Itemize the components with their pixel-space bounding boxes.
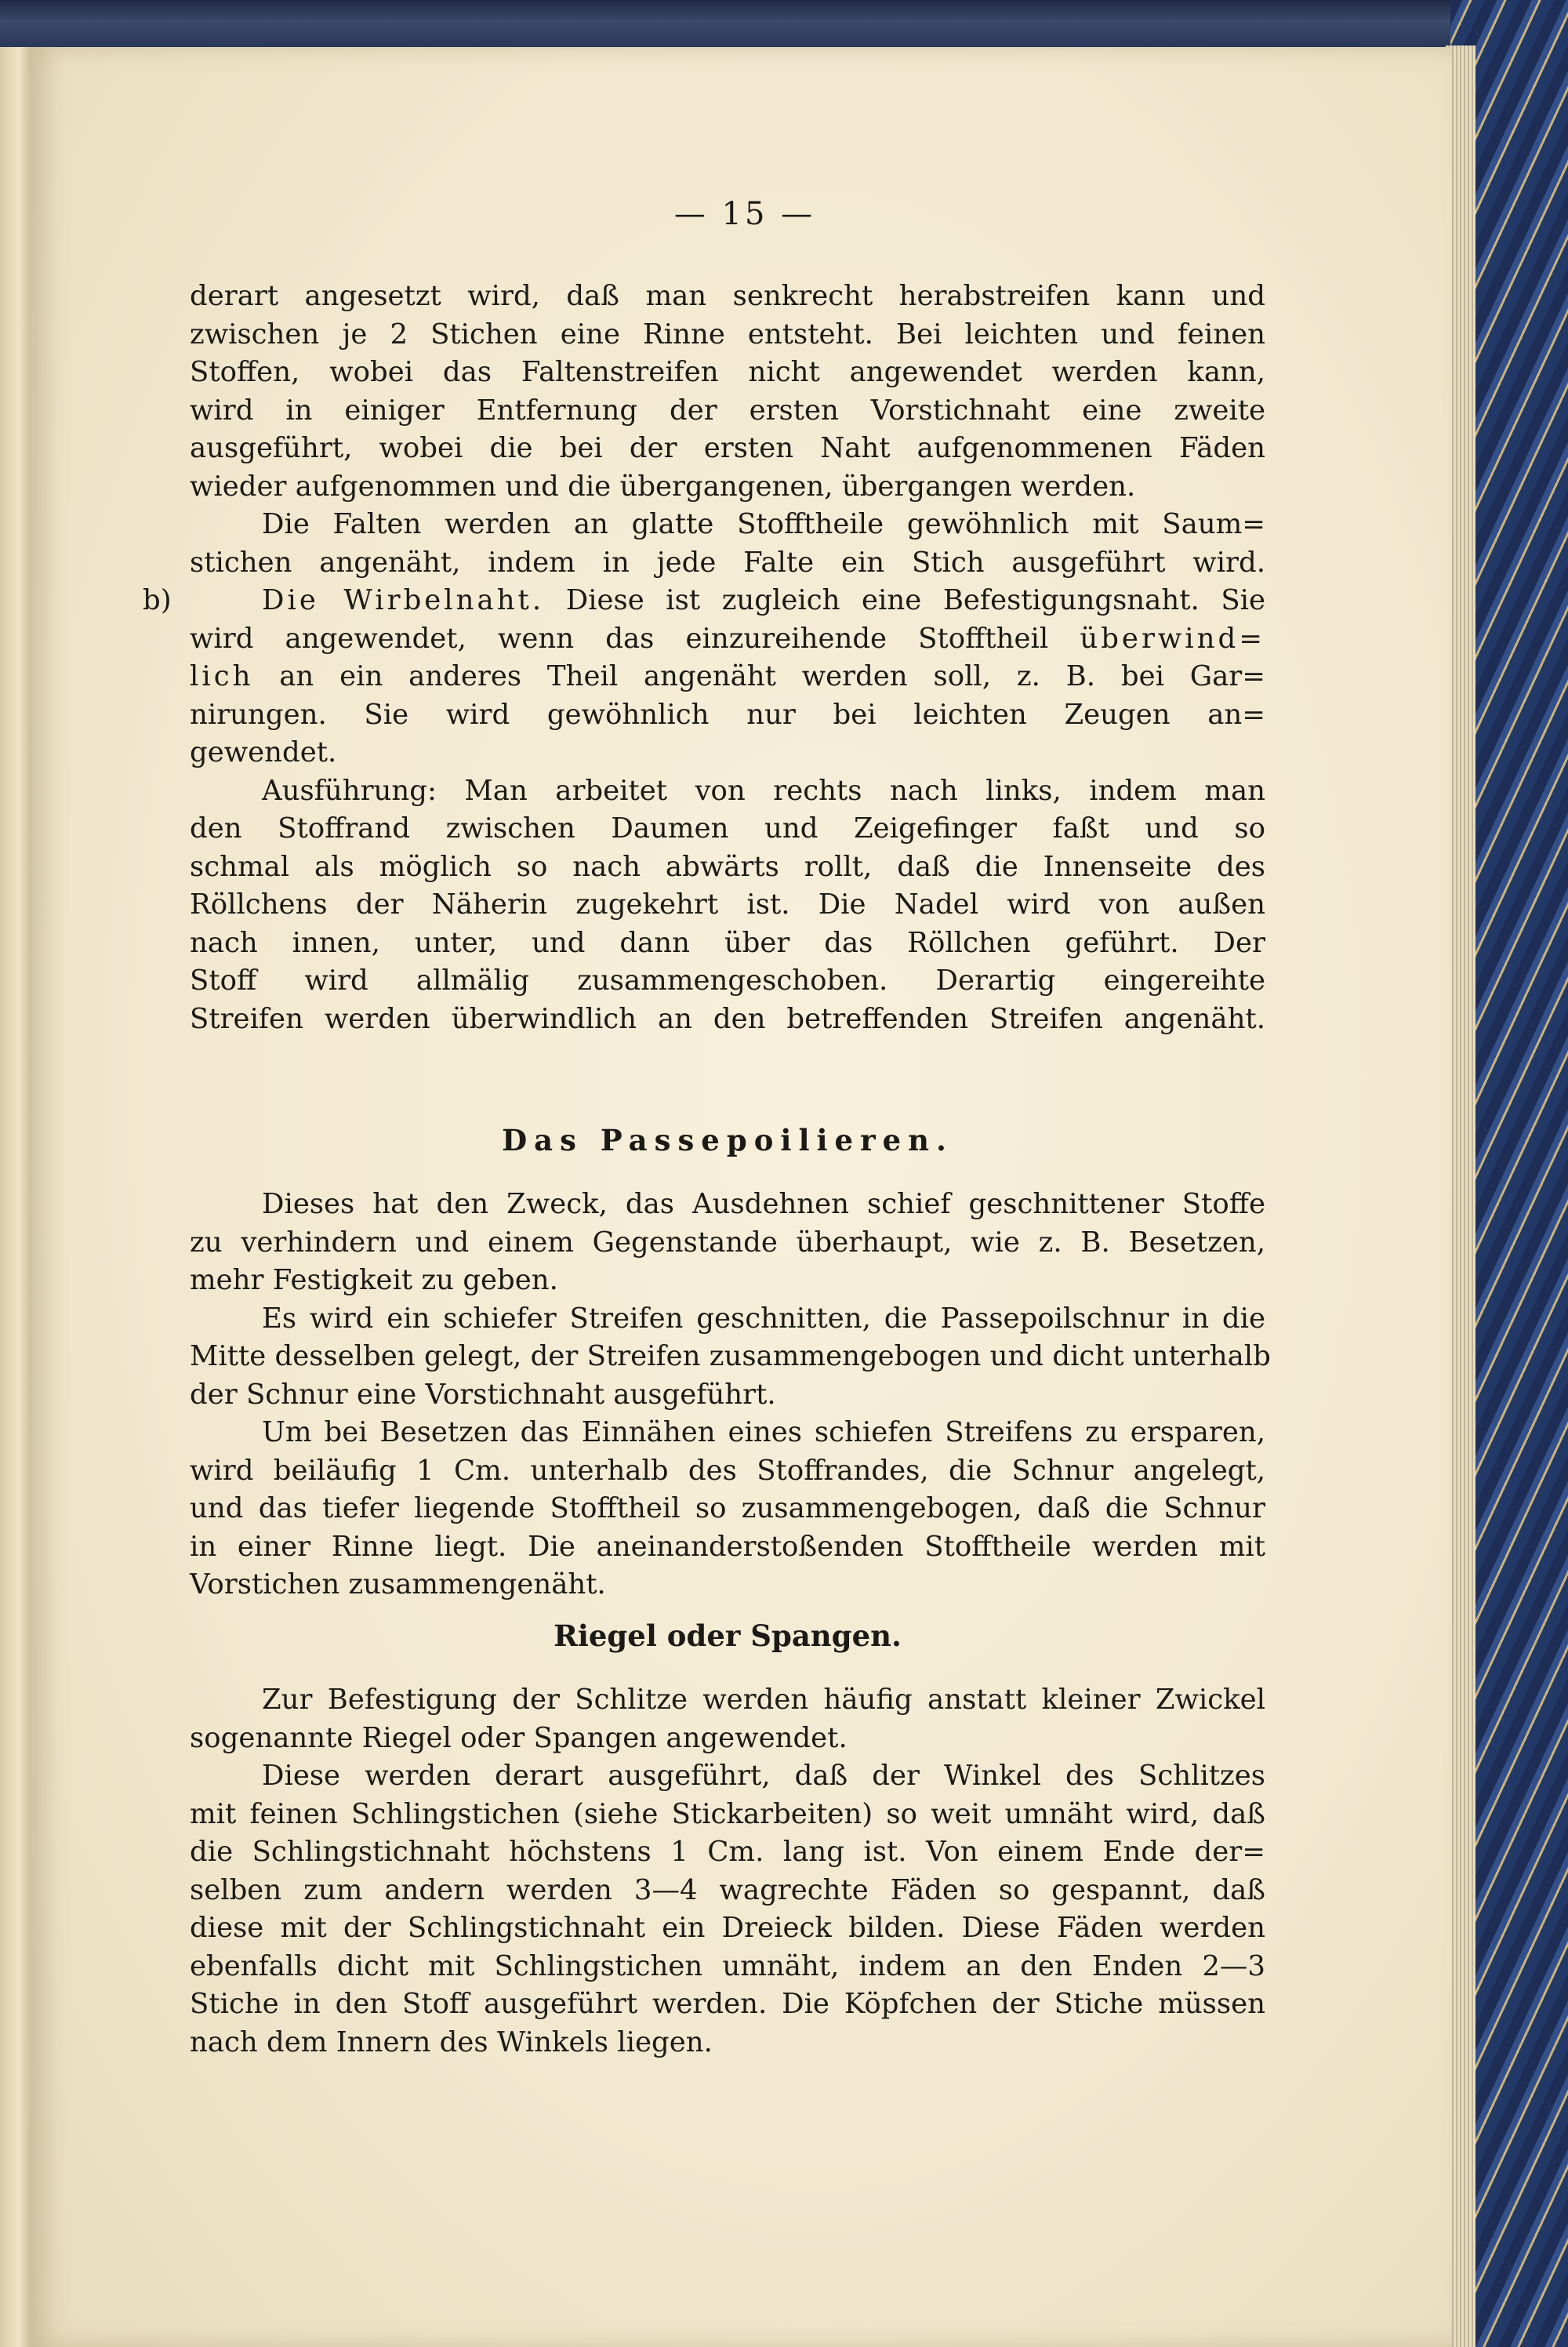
book-page [31,47,1452,2347]
text-line: gewendet. [190,736,337,768]
text-line: selben zum andern werden 3—4 wagrechte Fäden so gespannt, daß [190,1873,1265,1906]
text-line: nach dem Innern des Winkels liegen. [190,2025,713,2058]
text-line: zwischen je 2 Stichen eine Rinne entsteht. Bei leichten und feinen [190,318,1265,351]
section-heading-riegel: Riegel oder Spangen. [554,1619,902,1653]
item-term: Die Wirbelnaht. [262,584,545,616]
text-line: wieder aufgenommen und die übergangenen, übergangen werden. [190,470,1136,503]
text-line: Diese werden derart ausgeführt, daß der Winkel des Schlitzes [262,1760,1265,1792]
text-line: wird in einiger Entfernung der ersten Vorstichnaht eine zweite [190,394,1265,427]
text-line: zu verhindern und einem Gegenstande überhaupt, wie z. B. Besetzen, [190,1226,1265,1259]
text-line [190,620,1265,659]
spaced-term: überwind= [1080,622,1265,655]
text-line: Stoff wird allmälig zusammengeschoben. Derartig eingereihte [190,965,1265,997]
text-line: der Schnur eine Vorstichnaht ausgeführt. [190,1378,776,1411]
text-line: sogenannte Riegel oder Spangen angewendet. [190,1721,848,1754]
text-line: den Stoffrand zwischen Daumen und Zeigefinger faßt und so [190,812,1265,845]
text-line: wird beiläufig 1 Cm. unterhalb des Stoffrandes, die Schnur angelegt, [190,1454,1265,1487]
text-line: Stiche in den Stoff ausgeführt werden. Die Köpfchen der Stiche müssen [190,1988,1265,2020]
text-line: Um bei Besetzen das Einnähen eines schiefen Streifens zu ersparen, [262,1416,1265,1448]
text-line: Zur Befestigung der Schlitze werden häufig anstatt kleiner Zwickel [262,1684,1265,1716]
previous-page-edge [0,47,31,2347]
text-line: Die Falten werden an glatte Stofftheile gewöhnlich mit Saum= [262,508,1265,540]
section-heading-passepoilieren: Das Passepoilieren. [502,1123,953,1157]
text-line [190,658,1265,696]
spaced-term: lich [190,660,254,692]
text-line: Stoffen, wobei das Faltenstreifen nicht angewendet werden kann, [190,356,1265,388]
text-line: schmal als möglich so nach abwärts rollt, daß die Innenseite des [190,850,1265,883]
text-line: Vorstichen zusammengenäht. [190,1568,606,1600]
page-number: — 15 — [673,196,816,232]
text-line: derart angesetzt wird, daß man senkrecht herabstreifen kann und [190,280,1265,312]
text-line: Ausführung: Man arbeitet von rechts nach links, indem man [262,774,1265,807]
text-line: Mitte desselben gelegt, der Streifen zusammengebogen und dicht unterhalb [190,1340,1271,1372]
text-block-1 [143,278,1265,1038]
text-line: mit feinen Schlingstichen (siehe Stickarbeiten) so weit umnäht wird, daß [190,1797,1265,1830]
item-marker: b) [143,584,172,616]
text-line: die Schlingstichnaht höchstens 1 Cm. lang ist. Von einem Ende der= [190,1836,1265,1868]
text-line: diese mit der Schlingstichnaht ein Dreieck bilden. Diese Fäden werden [190,1912,1265,1944]
text-line: Dieses hat den Zweck, das Ausdehnen schief geschnittener Stoffe [262,1188,1265,1220]
text-line: und das tiefer liegende Stofftheil so zusammengebogen, daß die Schnur [190,1492,1265,1524]
text-block-3 [190,1681,1265,2062]
text-line: ebenfalls dicht mit Schlingstichen umnäht, indem an den Enden 2—3 [190,1949,1265,1982]
item-text: Diese ist zugleich eine Befestigungsnaht. Sie [565,584,1265,616]
text-line: nirungen. Sie wird gewöhnlich nur bei leichten Zeugen an= [190,698,1265,731]
text-span: wird angewendet, wenn das einzureihende Stofftheil [190,622,1049,655]
text-line: stichen angenäht, indem in jede Falte ein Stich ausgeführt wird. [190,546,1265,579]
item-b-line [143,582,1265,620]
text-line: in einer Rinne liegt. Die aneinanderstoßenden Stofftheile werden mit [190,1530,1265,1563]
text-line: Röllchens der Näherin zugekehrt ist. Die Nadel wird von außen [190,888,1265,921]
text-line: mehr Festigkeit zu geben. [190,1264,558,1296]
text-line: Es wird ein schiefer Streifen geschnitten, die Passepoilschnur in die [262,1302,1265,1335]
text-span: an ein anderes Theil angenäht werden soll, z. B. bei Gar= [279,660,1265,692]
text-line: nach innen, unter, und dann über das Röllchen geführt. Der [190,926,1265,959]
text-line: Streifen werden überwindlich an den betreffenden Streifen angenäht. [190,1002,1265,1035]
text-block-2 [190,1186,1271,1604]
text-line: ausgeführt, wobei die bei der ersten Naht aufgenommenen Fäden [190,432,1265,464]
